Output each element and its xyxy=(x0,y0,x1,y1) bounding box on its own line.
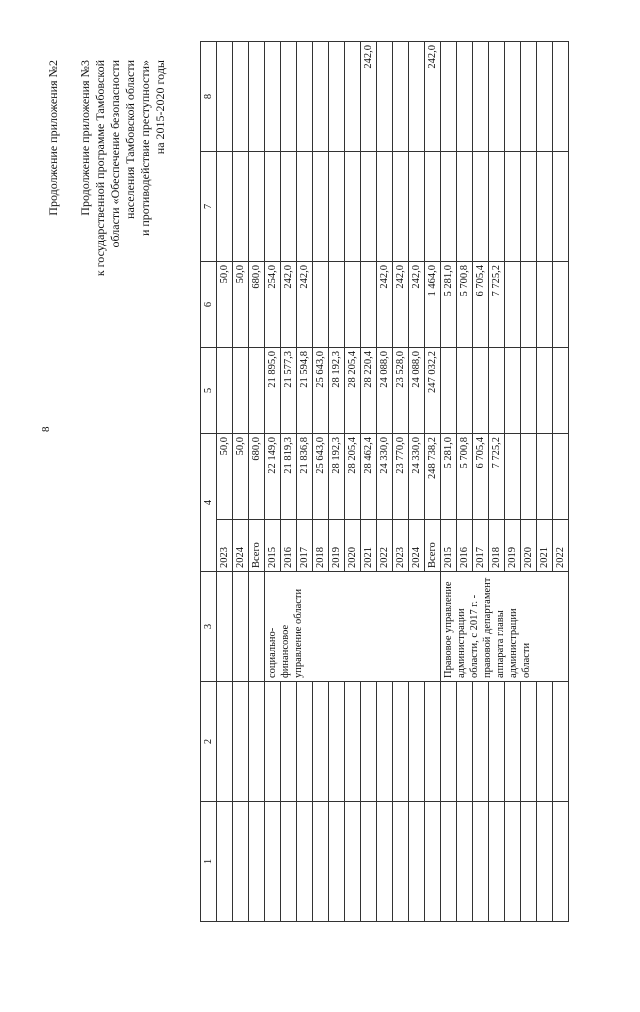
year-cell: 2020 xyxy=(521,520,537,572)
federal-budget-cell: 242,0 xyxy=(377,262,393,348)
regional-budget-cell: 25 643,0 xyxy=(313,348,329,434)
column-header: 7 xyxy=(201,152,217,262)
empty-cell xyxy=(521,802,537,922)
regional-budget-cell: 21 594,8 xyxy=(297,348,313,434)
empty-cell xyxy=(377,682,393,802)
empty-cell xyxy=(553,802,569,922)
federal-budget-cell: 242,0 xyxy=(409,262,425,348)
year-cell: 2015 xyxy=(441,520,457,572)
year-cell: 2016 xyxy=(281,520,297,572)
local-budget-cell xyxy=(233,152,249,262)
federal-budget-cell xyxy=(505,262,521,348)
empty-cell xyxy=(265,802,281,922)
local-budget-cell xyxy=(361,152,377,262)
empty-cell xyxy=(457,802,473,922)
empty-cell xyxy=(409,802,425,922)
table-row xyxy=(233,42,249,922)
year-cell: 2024 xyxy=(233,520,249,572)
other-sources-cell xyxy=(393,42,409,152)
total-cell: 28 205,4 xyxy=(345,434,361,520)
other-sources-cell xyxy=(553,42,569,152)
funding-table xyxy=(200,41,569,922)
empty-cell xyxy=(393,802,409,922)
total-cell xyxy=(505,434,521,520)
regional-budget-cell xyxy=(553,348,569,434)
table-row xyxy=(537,42,553,922)
empty-cell xyxy=(489,802,505,922)
empty-cell xyxy=(281,802,297,922)
local-budget-cell xyxy=(313,152,329,262)
empty-cell xyxy=(393,682,409,802)
column-header: 5 xyxy=(201,348,217,434)
regional-budget-cell: 23 528,0 xyxy=(393,348,409,434)
other-sources-cell xyxy=(377,42,393,152)
federal-budget-cell: 1 464,0 xyxy=(425,262,441,348)
other-sources-cell xyxy=(233,42,249,152)
column-header: 4 xyxy=(201,434,217,572)
local-budget-cell xyxy=(393,152,409,262)
table-row xyxy=(313,42,329,922)
year-cell: 2016 xyxy=(457,520,473,572)
column-header-row xyxy=(201,42,217,922)
other-sources-cell xyxy=(217,42,233,152)
table-row xyxy=(281,42,297,922)
table-row xyxy=(457,42,473,922)
regional-budget-cell xyxy=(217,348,233,434)
federal-budget-cell xyxy=(361,262,377,348)
federal-budget-cell xyxy=(313,262,329,348)
empty-cell xyxy=(265,682,281,802)
federal-budget-cell: 242,0 xyxy=(393,262,409,348)
local-budget-cell xyxy=(345,152,361,262)
empty-cell xyxy=(473,682,489,802)
total-cell xyxy=(537,434,553,520)
other-sources-cell: 242,0 xyxy=(361,42,377,152)
appendix-2-caption: Продолжение приложения №2 xyxy=(46,60,60,216)
regional-budget-cell: 21 895,0 xyxy=(265,348,281,434)
table-row xyxy=(265,42,281,922)
empty-cell xyxy=(345,802,361,922)
year-cell: 2022 xyxy=(553,520,569,572)
federal-budget-cell xyxy=(329,262,345,348)
empty-cell xyxy=(313,682,329,802)
empty-cell xyxy=(217,682,233,802)
total-cell: 28 462,4 xyxy=(361,434,377,520)
total-cell: 680,0 xyxy=(249,434,265,520)
empty-cell xyxy=(361,682,377,802)
local-budget-cell xyxy=(425,152,441,262)
regional-budget-cell: 28 205,4 xyxy=(345,348,361,434)
page-number: 8 xyxy=(40,426,52,432)
year-cell: 2019 xyxy=(329,520,345,572)
empty-cell xyxy=(297,802,313,922)
federal-budget-cell xyxy=(521,262,537,348)
empty-cell xyxy=(361,802,377,922)
total-cell: 21 836,8 xyxy=(297,434,313,520)
regional-budget-cell xyxy=(537,348,553,434)
empty-cell xyxy=(233,802,249,922)
year-cell: 2021 xyxy=(361,520,377,572)
other-sources-cell xyxy=(345,42,361,152)
other-sources-cell xyxy=(249,42,265,152)
table-row xyxy=(505,42,521,922)
local-budget-cell xyxy=(473,152,489,262)
appendix-3-line: к государственной программе Тамбовской xyxy=(93,60,107,277)
other-sources-cell xyxy=(313,42,329,152)
empty-cell xyxy=(329,802,345,922)
local-budget-cell xyxy=(329,152,345,262)
table-row xyxy=(521,42,537,922)
other-sources-cell xyxy=(457,42,473,152)
federal-budget-cell: 242,0 xyxy=(281,262,297,348)
year-cell: 2020 xyxy=(345,520,361,572)
total-cell xyxy=(553,434,569,520)
federal-budget-cell xyxy=(553,262,569,348)
year-cell: 2023 xyxy=(217,520,233,572)
local-budget-cell xyxy=(457,152,473,262)
federal-budget-cell: 5 281,0 xyxy=(441,262,457,348)
local-budget-cell xyxy=(537,152,553,262)
total-cell: 7 725,2 xyxy=(489,434,505,520)
empty-cell xyxy=(217,802,233,922)
empty-cell xyxy=(537,802,553,922)
table-row xyxy=(345,42,361,922)
regional-budget-cell xyxy=(441,348,457,434)
regional-budget-cell xyxy=(489,348,505,434)
total-cell: 50,0 xyxy=(217,434,233,520)
total-cell: 24 330,0 xyxy=(409,434,425,520)
empty-cell xyxy=(409,682,425,802)
table-row xyxy=(425,42,441,922)
other-sources-cell: 242,0 xyxy=(425,42,441,152)
table-row xyxy=(329,42,345,922)
total-cell: 5 700,8 xyxy=(457,434,473,520)
regional-budget-cell xyxy=(249,348,265,434)
federal-budget-cell: 50,0 xyxy=(217,262,233,348)
federal-budget-cell: 680,0 xyxy=(249,262,265,348)
local-budget-cell xyxy=(505,152,521,262)
table-row xyxy=(217,42,233,922)
year-cell: 2024 xyxy=(409,520,425,572)
appendix-3-caption xyxy=(78,60,168,276)
empty-cell xyxy=(537,682,553,802)
year-cell: 2021 xyxy=(537,520,553,572)
table-body xyxy=(217,42,569,922)
other-sources-cell xyxy=(297,42,313,152)
table-row xyxy=(489,42,505,922)
executor-cell: социально-финансовое управление области xyxy=(265,572,441,682)
local-budget-cell xyxy=(553,152,569,262)
empty-cell xyxy=(249,682,265,802)
column-header: 8 xyxy=(201,42,217,152)
table-row xyxy=(393,42,409,922)
empty-cell xyxy=(281,682,297,802)
local-budget-cell xyxy=(521,152,537,262)
regional-budget-cell: 21 577,3 xyxy=(281,348,297,434)
empty-cell xyxy=(553,682,569,802)
empty-cell xyxy=(425,802,441,922)
column-header: 1 xyxy=(201,802,217,922)
regional-budget-cell: 28 220,4 xyxy=(361,348,377,434)
empty-cell xyxy=(425,682,441,802)
empty-cell xyxy=(233,682,249,802)
empty-cell xyxy=(249,802,265,922)
empty-cell xyxy=(473,802,489,922)
total-cell: 22 149,0 xyxy=(265,434,281,520)
year-cell: 2019 xyxy=(505,520,521,572)
other-sources-cell xyxy=(329,42,345,152)
other-sources-cell xyxy=(265,42,281,152)
federal-budget-cell: 7 725,2 xyxy=(489,262,505,348)
year-cell: 2017 xyxy=(473,520,489,572)
year-cell: 2018 xyxy=(489,520,505,572)
year-cell: 2023 xyxy=(393,520,409,572)
empty-cell xyxy=(489,682,505,802)
year-cell: 2015 xyxy=(265,520,281,572)
federal-budget-cell: 5 700,8 xyxy=(457,262,473,348)
other-sources-cell xyxy=(473,42,489,152)
year-cell: 2018 xyxy=(313,520,329,572)
local-budget-cell xyxy=(441,152,457,262)
regional-budget-cell: 247 032,2 xyxy=(425,348,441,434)
federal-budget-cell: 50,0 xyxy=(233,262,249,348)
appendix-3-line: области «Обеспечение безопасности xyxy=(108,60,122,248)
table-row xyxy=(473,42,489,922)
funding-table-wrapper xyxy=(200,42,569,922)
other-sources-cell xyxy=(537,42,553,152)
other-sources-cell xyxy=(281,42,297,152)
column-header: 3 xyxy=(201,572,217,682)
federal-budget-cell: 254,0 xyxy=(265,262,281,348)
column-header: 2 xyxy=(201,682,217,802)
local-budget-cell xyxy=(377,152,393,262)
document-heading xyxy=(40,52,190,982)
total-cell: 23 770,0 xyxy=(393,434,409,520)
empty-cell xyxy=(249,572,265,682)
empty-cell xyxy=(505,802,521,922)
regional-budget-cell: 24 088,0 xyxy=(377,348,393,434)
empty-cell xyxy=(217,572,233,682)
other-sources-cell xyxy=(521,42,537,152)
regional-budget-cell xyxy=(233,348,249,434)
rotated-sheet xyxy=(40,12,620,1012)
local-budget-cell xyxy=(217,152,233,262)
appendix-3-line: на 2015-2020 годы xyxy=(153,60,167,155)
empty-cell xyxy=(233,572,249,682)
year-cell: 2022 xyxy=(377,520,393,572)
federal-budget-cell xyxy=(537,262,553,348)
table-row xyxy=(553,42,569,922)
total-cell: 21 819,3 xyxy=(281,434,297,520)
local-budget-cell xyxy=(265,152,281,262)
table-row xyxy=(297,42,313,922)
total-cell: 248 738,2 xyxy=(425,434,441,520)
local-budget-cell xyxy=(409,152,425,262)
year-cell: 2017 xyxy=(297,520,313,572)
appendix-3-line: населения Тамбовской области xyxy=(123,60,137,219)
local-budget-cell xyxy=(489,152,505,262)
table-row xyxy=(441,42,457,922)
table-row xyxy=(249,42,265,922)
total-cell xyxy=(521,434,537,520)
regional-budget-cell xyxy=(457,348,473,434)
empty-cell xyxy=(521,682,537,802)
federal-budget-cell xyxy=(345,262,361,348)
empty-cell xyxy=(441,682,457,802)
total-cell: 6 705,4 xyxy=(473,434,489,520)
regional-budget-cell xyxy=(521,348,537,434)
empty-cell xyxy=(329,682,345,802)
column-header: 6 xyxy=(201,262,217,348)
table-row xyxy=(377,42,393,922)
empty-cell xyxy=(441,802,457,922)
total-cell: 28 192,3 xyxy=(329,434,345,520)
empty-cell xyxy=(457,682,473,802)
empty-cell xyxy=(297,682,313,802)
empty-cell xyxy=(377,802,393,922)
other-sources-cell xyxy=(505,42,521,152)
year-cell: Всего xyxy=(249,520,265,572)
federal-budget-cell: 242,0 xyxy=(297,262,313,348)
regional-budget-cell xyxy=(505,348,521,434)
local-budget-cell xyxy=(281,152,297,262)
year-cell: Всего xyxy=(425,520,441,572)
other-sources-cell xyxy=(409,42,425,152)
total-cell: 5 281,0 xyxy=(441,434,457,520)
local-budget-cell xyxy=(297,152,313,262)
empty-cell xyxy=(505,682,521,802)
regional-budget-cell: 28 192,3 xyxy=(329,348,345,434)
empty-cell xyxy=(313,802,329,922)
executor-cell: Правовое управление администрации области, с 2017 г. - правовой департамент аппарата главы администрации области xyxy=(441,572,569,682)
other-sources-cell xyxy=(489,42,505,152)
appendix-3-line: и противодействие преступности» xyxy=(138,60,152,237)
regional-budget-cell: 24 088,0 xyxy=(409,348,425,434)
table-row xyxy=(409,42,425,922)
appendix-3-line: Продолжение приложения №3 xyxy=(78,60,92,216)
total-cell: 50,0 xyxy=(233,434,249,520)
empty-cell xyxy=(345,682,361,802)
total-cell: 24 330,0 xyxy=(377,434,393,520)
other-sources-cell xyxy=(441,42,457,152)
local-budget-cell xyxy=(249,152,265,262)
total-cell: 25 643,0 xyxy=(313,434,329,520)
table-row xyxy=(361,42,377,922)
regional-budget-cell xyxy=(473,348,489,434)
federal-budget-cell: 6 705,4 xyxy=(473,262,489,348)
